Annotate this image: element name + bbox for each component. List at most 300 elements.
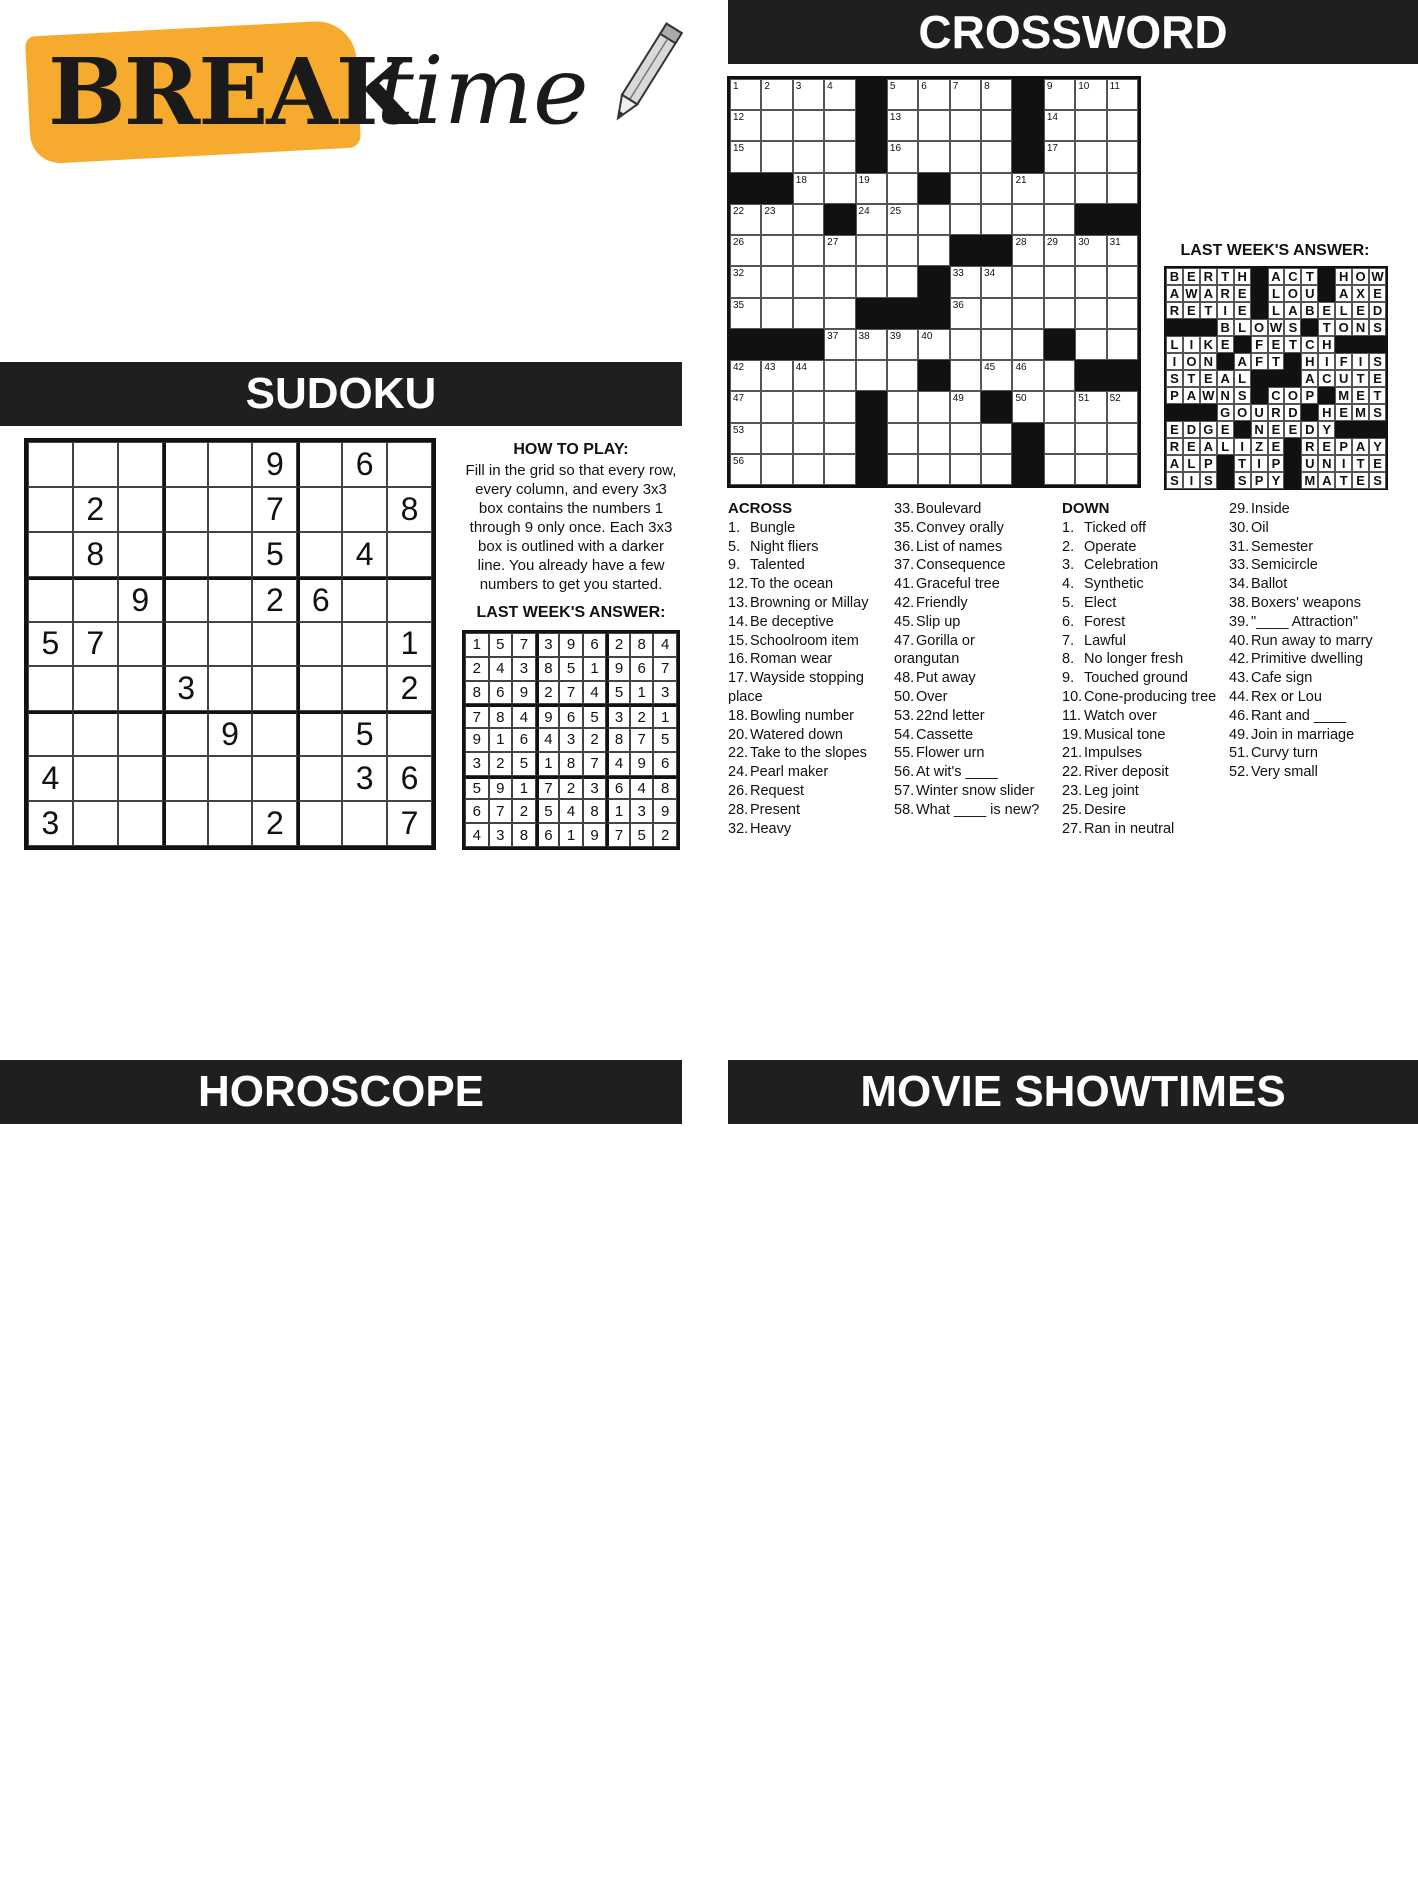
movie-showtimes-header: MOVIE SHOWTIMES — [728, 1060, 1418, 1124]
sudoku-cell — [163, 487, 208, 532]
sudoku-answer-cell: 7 — [465, 704, 489, 728]
clue-number: 26. — [728, 782, 749, 799]
crossword-black-square — [918, 298, 949, 329]
clue-text: Talented — [750, 557, 805, 574]
answer-letter: L — [1183, 455, 1200, 472]
clue — [1229, 575, 1409, 594]
answer-black-square — [1251, 268, 1268, 285]
answer-letter: A — [1200, 438, 1217, 455]
clue — [1062, 575, 1228, 594]
answer-letter: E — [1318, 438, 1335, 455]
clue-text: Touched ground — [1084, 670, 1188, 687]
clue-number: 6. — [1062, 613, 1075, 630]
clue — [1062, 744, 1228, 763]
answer-letter: O — [1183, 353, 1200, 370]
clue-text: Ticked off — [1084, 519, 1147, 536]
clue — [1229, 519, 1409, 538]
sudoku-cell — [163, 577, 208, 622]
crossword-cell — [761, 454, 792, 485]
sudoku-answer-cell: 8 — [465, 681, 489, 705]
answer-letter: R — [1268, 404, 1285, 421]
crossword-black-square — [1044, 329, 1075, 360]
sudoku-answer-cell: 9 — [512, 681, 536, 705]
sudoku-answer-cell: 3 — [630, 799, 654, 823]
sudoku-cell — [297, 666, 342, 711]
crossword-cell — [1107, 329, 1138, 360]
answer-letter: N — [1200, 353, 1217, 370]
sudoku-answer-cell: 8 — [536, 657, 560, 681]
crossword-cell — [981, 329, 1012, 360]
answer-letter: F — [1335, 353, 1352, 370]
answer-black-square — [1352, 421, 1369, 438]
crossword-cell-number: 34 — [984, 268, 996, 280]
sudoku-cell — [208, 801, 253, 846]
crossword-black-square — [1075, 360, 1106, 391]
answer-letter: P — [1301, 387, 1318, 404]
crossword-cell-number: 23 — [764, 205, 776, 217]
crossword-cell — [824, 141, 855, 172]
sudoku-answer-cell: 6 — [653, 752, 677, 776]
answer-black-square — [1335, 336, 1352, 353]
crossword-cell — [887, 204, 918, 235]
sudoku-answer-cell: 7 — [536, 776, 560, 800]
crossword-cell — [1044, 204, 1075, 235]
crossword-black-square — [1075, 204, 1106, 235]
crossword-cell — [761, 391, 792, 422]
crossword-cell — [981, 141, 1012, 172]
clue-number: 42. — [894, 594, 915, 611]
sudoku-answer-cell: 9 — [536, 704, 560, 728]
crossword-black-square — [856, 423, 887, 454]
answer-letter: I — [1183, 336, 1200, 353]
clue-number: 4. — [1062, 576, 1075, 593]
crossword-cell-number: 50 — [1015, 393, 1027, 405]
crossword-cell-number: 43 — [764, 362, 776, 374]
crossword-cell — [761, 141, 792, 172]
clue-text: Consequence — [916, 557, 1006, 574]
crossword-cell-number: 30 — [1078, 237, 1090, 249]
answer-letter: A — [1217, 370, 1234, 387]
crossword-cell — [981, 204, 1012, 235]
crossword-cell — [918, 454, 949, 485]
answer-black-square — [1217, 353, 1234, 370]
sudoku-answer-cell: 2 — [653, 823, 677, 847]
clue — [1229, 763, 1409, 782]
clue-text: Take to the slopes — [750, 745, 867, 762]
crossword-cell — [1075, 329, 1106, 360]
crossword-cell-number: 36 — [952, 299, 964, 311]
sudoku-cell — [297, 756, 342, 801]
clue-number: 58. — [894, 801, 915, 818]
crossword-cell — [856, 360, 887, 391]
answer-letter: W — [1200, 387, 1217, 404]
sudoku-cell — [73, 442, 118, 487]
sudoku-cell: 9 — [118, 577, 163, 622]
answer-letter: O — [1284, 285, 1301, 302]
crossword-cell — [730, 454, 761, 485]
clue-text: Slip up — [916, 613, 961, 630]
clue-number: 47. — [894, 632, 915, 649]
crossword-cell — [950, 454, 981, 485]
sudoku-cell — [297, 622, 342, 667]
sudoku-answer-cell: 7 — [606, 823, 630, 847]
answer-letter: E — [1234, 302, 1251, 319]
answer-letter: A — [1268, 268, 1285, 285]
clue-number: 40. — [1229, 632, 1250, 649]
sudoku-cell — [73, 801, 118, 846]
crossword-cell — [981, 298, 1012, 329]
answer-letter: E — [1217, 336, 1234, 353]
crossword-cell-number: 45 — [984, 362, 996, 374]
answer-black-square — [1284, 438, 1301, 455]
sudoku-answer-cell: 4 — [512, 704, 536, 728]
answer-letter: P — [1166, 387, 1183, 404]
sudoku-answer-cell: 5 — [630, 823, 654, 847]
crossword-cell — [730, 298, 761, 329]
clue-text: Leg joint — [1084, 782, 1139, 799]
clue-text: Lawful — [1084, 632, 1126, 649]
answer-letter: B — [1301, 302, 1318, 319]
clue-text: Run away to marry — [1251, 632, 1373, 649]
clue-number: 16. — [728, 651, 749, 668]
sudoku-puzzle-grid — [24, 438, 436, 850]
crossword-cell — [824, 266, 855, 297]
sudoku-answer-cell: 1 — [512, 776, 536, 800]
sudoku-cell: 3 — [28, 801, 73, 846]
sudoku-answer-cell: 5 — [653, 728, 677, 752]
answer-black-square — [1183, 319, 1200, 336]
sudoku-cell — [118, 487, 163, 532]
crossword-cell-number: 52 — [1109, 393, 1121, 405]
clue-text: Impulses — [1084, 745, 1143, 762]
sudoku-cell — [118, 756, 163, 801]
crossword-cell — [793, 141, 824, 172]
clue-text: "____ Attraction" — [1251, 613, 1359, 630]
clue-number: 31. — [1229, 538, 1250, 555]
crossword-cell-number: 37 — [827, 330, 839, 342]
crossword-cell — [918, 141, 949, 172]
clue-number: 38. — [1229, 594, 1250, 611]
crossword-black-square — [856, 141, 887, 172]
sudoku-cell: 5 — [342, 711, 387, 756]
answer-black-square — [1251, 387, 1268, 404]
crossword-black-square — [1012, 454, 1043, 485]
clue-number: 33. — [894, 501, 915, 517]
answer-black-square — [1234, 421, 1251, 438]
clue-text: Curvy turn — [1251, 745, 1318, 762]
answer-letter: L — [1217, 438, 1234, 455]
clue-text: Very small — [1251, 764, 1318, 781]
sudoku-cell: 5 — [28, 622, 73, 667]
answer-letter: G — [1217, 404, 1234, 421]
sudoku-answer-cell: 2 — [465, 657, 489, 681]
clue-text: Celebration — [1084, 557, 1159, 574]
answer-letter: E — [1335, 404, 1352, 421]
sudoku-answer-cell: 6 — [583, 633, 607, 657]
clue-number: 49. — [1229, 726, 1250, 743]
sudoku-answer-cell: 4 — [583, 681, 607, 705]
sudoku-answer-cell: 8 — [583, 799, 607, 823]
crossword-cell — [1012, 266, 1043, 297]
answer-black-square — [1251, 285, 1268, 302]
answer-letter: S — [1234, 472, 1251, 489]
crossword-cell — [918, 204, 949, 235]
crossword-cell — [1107, 235, 1138, 266]
answer-letter: R — [1166, 438, 1183, 455]
crossword-cell — [950, 141, 981, 172]
sudoku-answer-cell: 8 — [489, 704, 513, 728]
sudoku-cell — [342, 622, 387, 667]
crossword-cell-number: 53 — [733, 424, 745, 436]
sudoku-cell — [387, 532, 432, 577]
sudoku-answer-cell: 4 — [630, 776, 654, 800]
answer-black-square — [1183, 404, 1200, 421]
clue — [1229, 594, 1409, 613]
clue — [1062, 519, 1228, 538]
clue-number: 24. — [728, 764, 749, 781]
crossword-black-square — [856, 454, 887, 485]
answer-letter: D — [1284, 404, 1301, 421]
clue — [728, 650, 894, 669]
crossword-cell — [887, 329, 918, 360]
sudoku-cell — [342, 666, 387, 711]
clue-text: Rant and ____ — [1251, 707, 1347, 724]
answer-letter: A — [1352, 438, 1369, 455]
sudoku-answer-cell: 2 — [489, 752, 513, 776]
answer-letter: E — [1183, 302, 1200, 319]
crossword-answer-title: LAST WEEK'S ANSWER: — [1180, 242, 1370, 259]
horoscope-header: HOROSCOPE — [0, 1060, 682, 1124]
sudoku-answer-cell: 3 — [559, 728, 583, 752]
sudoku-answer-cell: 4 — [606, 752, 630, 776]
clue-text: Cafe sign — [1251, 670, 1313, 687]
clue-text: Graceful tree — [916, 576, 1000, 593]
clue-text: Semester — [1251, 538, 1314, 555]
sudoku-cell: 9 — [208, 711, 253, 756]
crossword-cell — [793, 235, 824, 266]
clue-number: 9. — [728, 557, 741, 574]
crossword-cell — [887, 360, 918, 391]
answer-letter: A — [1284, 302, 1301, 319]
answer-black-square — [1318, 387, 1335, 404]
answer-letter: A — [1301, 370, 1318, 387]
sudoku-cell — [342, 801, 387, 846]
crossword-cell — [1012, 173, 1043, 204]
clue-number: 9. — [1062, 670, 1075, 687]
crossword-black-square — [730, 329, 761, 360]
clue — [728, 575, 894, 594]
crossword-cell-number: 12 — [733, 112, 745, 124]
answer-letter: W — [1369, 268, 1386, 285]
crossword-cell — [793, 298, 824, 329]
crossword-cell — [1107, 454, 1138, 485]
sudoku-cell — [163, 756, 208, 801]
sudoku-answer-cell: 6 — [536, 823, 560, 847]
sudoku-answer-cell: 1 — [653, 704, 677, 728]
sudoku-answer-cell: 8 — [630, 633, 654, 657]
sudoku-answer-cell: 1 — [536, 752, 560, 776]
crossword-cell — [918, 391, 949, 422]
crossword-answer-grid — [1164, 266, 1388, 490]
crossword-cell-number: 35 — [733, 299, 745, 311]
crossword-cell-number: 24 — [858, 205, 870, 217]
answer-letter: T — [1284, 336, 1301, 353]
crossword-cell — [793, 454, 824, 485]
answer-letter: W — [1183, 285, 1200, 302]
answer-letter: R — [1301, 438, 1318, 455]
crossword-cell-number: 29 — [1046, 237, 1058, 249]
answer-letter: F — [1251, 353, 1268, 370]
clue — [728, 763, 894, 782]
crossword-cell-number: 14 — [1046, 112, 1058, 124]
crossword-cell — [1075, 235, 1106, 266]
answer-black-square — [1200, 404, 1217, 421]
crossword-cell-number: 3 — [795, 81, 802, 92]
clue-number: 39. — [1229, 613, 1250, 630]
clue — [728, 726, 894, 745]
crossword-cell — [793, 79, 824, 110]
answer-letter: S — [1166, 472, 1183, 489]
clue-number: 56. — [894, 764, 915, 781]
answer-black-square — [1318, 268, 1335, 285]
crossword-black-square — [730, 173, 761, 204]
crossword-black-square — [1107, 360, 1138, 391]
answer-letter: E — [1268, 438, 1285, 455]
crossword-cell — [856, 173, 887, 204]
clue — [1229, 632, 1409, 651]
clue-number: 1. — [728, 519, 741, 536]
clue — [1229, 688, 1409, 707]
answer-letter: L — [1335, 302, 1352, 319]
crossword-black-square — [1012, 423, 1043, 454]
answer-letter: E — [1166, 421, 1183, 438]
answer-letter: E — [1369, 285, 1386, 302]
sudoku-answer-cell: 3 — [512, 657, 536, 681]
sudoku-cell — [252, 756, 297, 801]
answer-letter: B — [1166, 268, 1183, 285]
crossword-cell — [918, 423, 949, 454]
clue — [1229, 650, 1409, 669]
crossword-cell-number: 7 — [952, 81, 959, 92]
answer-letter: A — [1318, 472, 1335, 489]
sudoku-answer-cell: 4 — [489, 657, 513, 681]
crossword-cell-number: 44 — [795, 362, 807, 374]
crossword-cell-number: 33 — [952, 268, 964, 280]
crossword-cell — [887, 391, 918, 422]
sudoku-cell: 3 — [163, 666, 208, 711]
crossword-cell — [981, 173, 1012, 204]
sudoku-answer-cell: 3 — [536, 633, 560, 657]
clue-text: Ballot — [1251, 576, 1288, 593]
answer-letter: L — [1166, 336, 1183, 353]
answer-letter: E — [1369, 370, 1386, 387]
clue — [1062, 763, 1228, 782]
answer-letter: T — [1318, 319, 1335, 336]
crossword-cell-number: 31 — [1109, 237, 1121, 249]
answer-letter: N — [1251, 421, 1268, 438]
answer-letter: N — [1352, 319, 1369, 336]
sudoku-cell — [28, 666, 73, 711]
clue-number: 32. — [728, 820, 749, 837]
clue-number: 5. — [728, 538, 741, 555]
crossword-cell — [793, 423, 824, 454]
sudoku-cell — [252, 666, 297, 711]
answer-letter: S — [1166, 370, 1183, 387]
sudoku-cell: 2 — [387, 666, 432, 711]
sudoku-answer-cell: 4 — [465, 823, 489, 847]
answer-letter: L — [1234, 370, 1251, 387]
clue-text: Schoolroom item — [750, 632, 859, 649]
crossword-cell-number: 28 — [1015, 237, 1027, 249]
clue-text: Browning or Millay — [750, 594, 869, 611]
crossword-black-square — [1012, 141, 1043, 172]
answer-letter: S — [1284, 319, 1301, 336]
sudoku-cell: 4 — [342, 532, 387, 577]
crossword-black-square — [918, 360, 949, 391]
crossword-cell — [950, 298, 981, 329]
answer-letter: T — [1369, 387, 1386, 404]
crossword-cell — [981, 110, 1012, 141]
answer-letter: A — [1166, 285, 1183, 302]
sudoku-cell — [118, 801, 163, 846]
crossword-cell — [1107, 266, 1138, 297]
sudoku-cell: 8 — [73, 532, 118, 577]
answer-black-square — [1284, 455, 1301, 472]
crossword-cell-number: 5 — [889, 81, 896, 92]
crossword-cell — [761, 79, 792, 110]
crossword-black-square — [856, 79, 887, 110]
sudoku-cell: 6 — [297, 577, 342, 622]
clue — [894, 519, 1044, 538]
crossword-cell — [918, 235, 949, 266]
crossword-cell — [1012, 391, 1043, 422]
sudoku-answer-cell: 9 — [465, 728, 489, 752]
crossword-cell — [918, 329, 949, 360]
crossword-cell — [730, 79, 761, 110]
answer-letter: U — [1251, 404, 1268, 421]
clue-text: Roman wear — [750, 651, 833, 668]
across-title: ACROSS — [728, 500, 793, 517]
clue — [894, 726, 1044, 745]
crossword-cell-number: 6 — [921, 81, 927, 92]
crossword-cell — [887, 266, 918, 297]
answer-letter: Z — [1251, 438, 1268, 455]
crossword-cell — [950, 329, 981, 360]
crossword-cell — [950, 110, 981, 141]
clue — [728, 538, 894, 557]
crossword-cell — [1044, 360, 1075, 391]
clue-number: 44. — [1229, 688, 1250, 705]
clue-text: Over — [916, 688, 948, 705]
clue-number: 10. — [1062, 688, 1083, 705]
crossword-cell — [950, 204, 981, 235]
answer-letter: I — [1335, 455, 1352, 472]
answer-letter: E — [1183, 438, 1200, 455]
answer-black-square — [1268, 370, 1285, 387]
clue — [1229, 726, 1409, 745]
sudoku-cell — [163, 801, 208, 846]
crossword-cell — [950, 79, 981, 110]
crossword-cell — [950, 266, 981, 297]
clue-number: 52. — [1229, 764, 1250, 781]
crossword-cell — [761, 298, 792, 329]
answer-letter: W — [1268, 319, 1285, 336]
crossword-black-square — [918, 266, 949, 297]
answer-letter: N — [1318, 455, 1335, 472]
sudoku-answer-cell: 2 — [630, 704, 654, 728]
clue-text: What ____ is new? — [916, 801, 1040, 818]
how-to-play-text: Fill in the grid so that every row, every column, and every 3x3 box contains the numbers 1 through 9 only once. Each 3x3 box is outlined with a darker line. You already have a few numbers to get you started. — [465, 462, 677, 593]
